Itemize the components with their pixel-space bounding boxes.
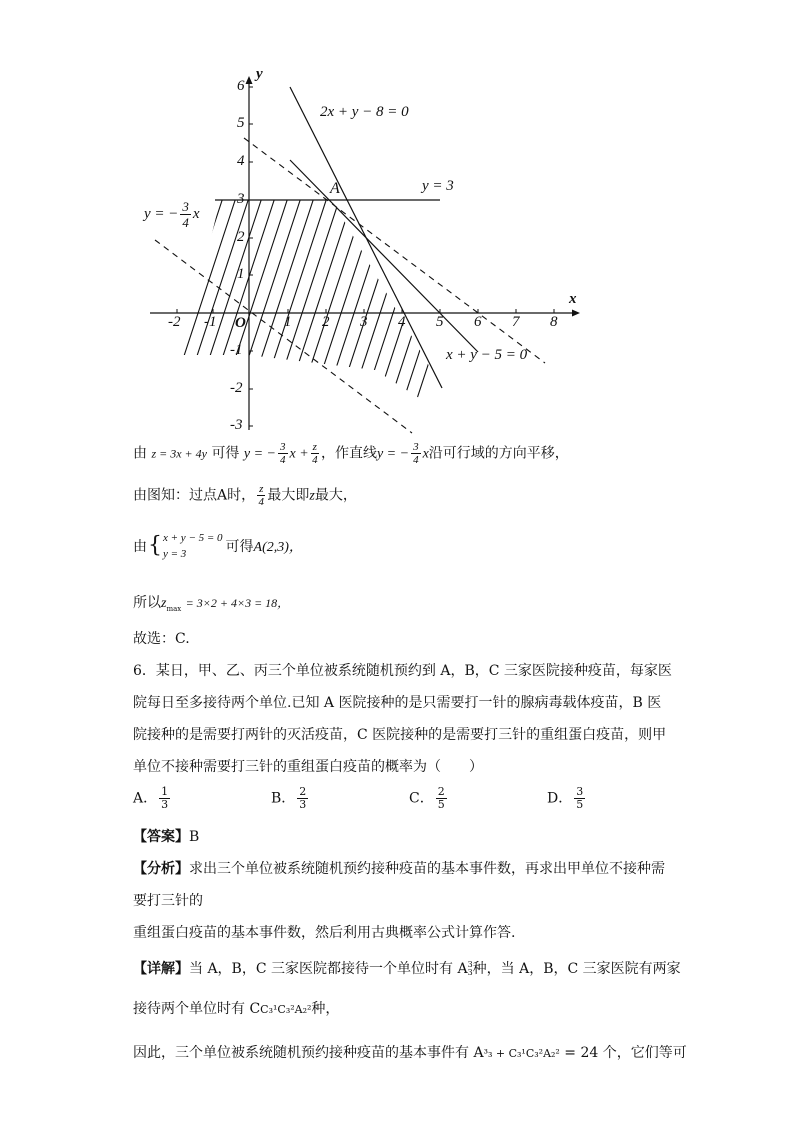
origin-label: O: [235, 315, 246, 331]
solution-line-2: 由图知：过点A时， $\frac{z}{4}$ 最大即z最大，: [133, 483, 357, 508]
detail-line-3: 因此，三个单位被系统随机预约接种疫苗的基本事件有 A³₃ + C₃¹C₃²A₂² = 24 个，它们等可: [133, 1045, 687, 1061]
y-tick-neg2: -2: [230, 380, 243, 396]
detail-line-1: 【详解】当 A，B，C 三家医院都接待一个单位时有 A 3 3 种，当 A，B，C 三家医院有两家: [133, 960, 681, 977]
label-y-3: y = 3: [422, 178, 454, 194]
y-tick-4: 4: [237, 153, 245, 169]
y-axis-arrow: [246, 76, 253, 84]
x-tick-4: 4: [398, 314, 406, 330]
y-tick-3: 3: [237, 191, 245, 207]
question-6-line-4: 单位不接种需要打三针的重组蛋白疫苗的概率为（ ）: [133, 759, 483, 775]
solution-line-5: 故选：C.: [133, 631, 190, 647]
x-tick-2: 2: [322, 314, 330, 330]
y-tick-2: 2: [237, 229, 245, 245]
solution-line-4: 所以$z_{max} = 3\times 2 + 4\times 3 = 18$，: [133, 595, 290, 613]
feasible-region-graph: [0, 60, 600, 440]
x-tick-3: 3: [360, 314, 368, 330]
x-tick-neg2: -2: [168, 314, 181, 330]
y-tick-5: 5: [237, 115, 245, 131]
analysis-line-3: 重组蛋白疫苗的基本事件数，然后利用古典概率公式计算作答.: [133, 925, 516, 941]
option-d: D． $\frac{3}{5}$: [547, 785, 584, 811]
analysis-line-2: 要打三针的: [133, 893, 203, 909]
y-tick-neg3: -3: [230, 417, 243, 433]
label-2x-y-8: 2x + y − 8 = 0: [320, 104, 409, 120]
analysis-line-1: 【分析】求出三个单位被系统随机预约接种疫苗的基本事件数，再求出甲单位不接种需: [133, 861, 665, 877]
option-c: C． $\frac{2}{5}$: [409, 785, 445, 811]
label-y-neg-3-4-x: y = − $\frac{3}{4}$ x: [144, 199, 200, 230]
detail-line-2: 接待两个单位时有 CC₃¹C₃²A₂²种，: [133, 1001, 340, 1017]
x-axis-label: x: [569, 291, 577, 307]
y-axis-label: y: [256, 66, 263, 82]
hatch-shading: [150, 170, 492, 420]
x-tick-6: 6: [474, 314, 482, 330]
x-tick-1: 1: [284, 314, 292, 330]
question-6-line-1: 6．某日，甲、乙、丙三个单位被系统随机预约到 A，B，C 三家医院接种疫苗，每家医: [133, 663, 672, 679]
y-tick-6: 6: [237, 78, 245, 94]
question-6-line-3: 院接种的是需要打两针的灭活疫苗，C 医院接种的是需要打三针的重组蛋白疫苗，则甲: [133, 727, 667, 743]
label-x-y-5: x + y − 5 = 0: [446, 347, 528, 363]
x-tick-5: 5: [436, 314, 444, 330]
solution-line-3: 由 { x + y − 5 = 0 y = 3 可得 A(2,3)，: [133, 532, 303, 560]
question-6-line-2: 院每日至多接待两个单位.已知 A 医院接种的是只需要打一针的腺病毒载体疫苗，B 医: [133, 695, 662, 711]
point-a-label: A: [330, 180, 340, 197]
y-tick-1: 1: [237, 266, 245, 282]
solution-line-1: 由 z = 3x + 4y 可得 y = − $\frac{3}{4}$ x + $\frac{z}{4}$ ，作直线y = − $\frac{3}{4}$ x沿可行域的方向平移，: [133, 441, 569, 466]
answer-line: 【答案】B: [133, 829, 200, 845]
x-axis-arrow: [572, 310, 580, 317]
y-tick-neg1: -1: [230, 342, 243, 358]
x-tick-neg1: -1: [204, 314, 217, 330]
option-a: A． $\frac{1}{3}$: [133, 785, 169, 811]
x-tick-8: 8: [550, 314, 558, 330]
dashed-line-lower: [155, 240, 412, 433]
option-b: B． $\frac{2}{3}$: [271, 785, 307, 811]
x-tick-7: 7: [512, 314, 520, 330]
